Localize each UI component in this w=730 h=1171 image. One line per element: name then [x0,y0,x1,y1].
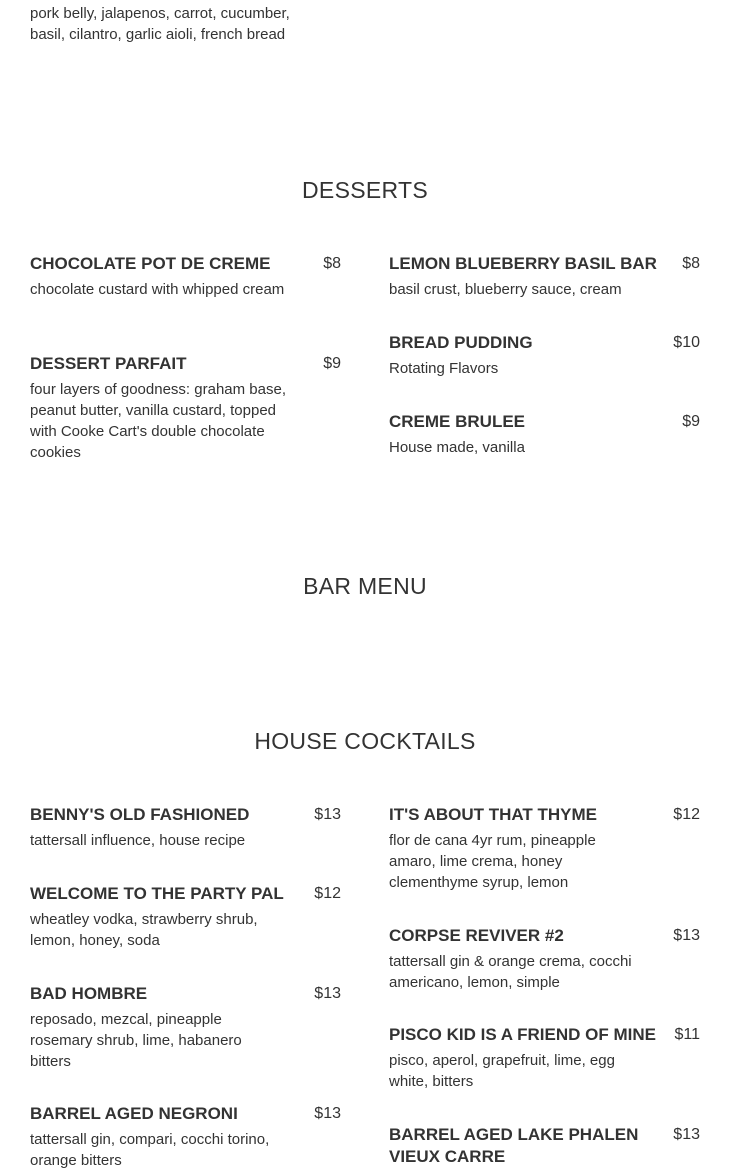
item-price: $13 [314,1105,341,1122]
menu-item [389,253,700,303]
item-price: $13 [314,806,341,823]
item-name: LEMON BLUEBERRY BASIL BAR [389,254,657,273]
item-name: CHOCOLATE POT DE CREME [30,254,271,273]
menu-item [389,332,700,382]
menu-item [389,1124,700,1166]
item-description: four layers of goodness: graham base, peanut butter, vanilla custard, topped with Cooke Cart's double chocolate cookies [30,381,286,461]
item-description: tattersall influence, house recipe [30,832,246,849]
item-price: $8 [323,255,341,272]
item-name: PISCO KID IS A FRIEND OF MINE [389,1025,656,1044]
item-price: $9 [323,355,341,372]
item-description: tattersall gin & orange crema, cocchi americano, lemon, simple [389,953,632,991]
item-name: DESSERT PARFAIT [30,354,187,373]
section-title-bar-menu: BAR MENU [303,573,427,599]
item-price: $12 [673,806,700,823]
item-price: $12 [314,885,341,902]
item-price: $13 [673,927,700,944]
menu-item [30,804,341,854]
item-name: CREME BRULEE [389,412,526,431]
item-description: basil crust, blueberry sauce, cream [389,281,622,298]
item-name: IT'S ABOUT THAT THYME [389,805,598,824]
item-name: BENNY'S OLD FASHIONED [30,805,250,824]
item-name: BARREL AGED LAKE PHALEN VIEUX CARRE [389,1125,639,1166]
menu-item [389,411,700,461]
item-price: $13 [314,985,341,1002]
item-price: $9 [682,413,700,430]
section-title-house-cocktails: HOUSE COCKTAILS [254,728,476,754]
menu-item [389,925,700,995]
menu-item [30,983,341,1073]
item-description: pisco, aperol, grapefruit, lime, egg white, bitters [389,1052,615,1090]
item-description: flor de cana 4yr rum, pineapple amaro, lime crema, honey clementhyme syrup, lemon [389,832,596,891]
menu-item [30,1103,341,1169]
item-name: BARREL AGED NEGRONI [30,1104,238,1123]
item-name: BREAD PUDDING [389,333,533,352]
item-description: pork belly, jalapenos, carrot, cucumber, basil, cilantro, garlic aioli, french bread [30,5,290,43]
item-description: tattersall gin, compari, cocchi torino, orange bitters [30,1131,270,1169]
item-description: wheatley vodka, strawberry shrub, lemon, honey, soda [30,911,258,949]
item-price: $13 [673,1126,700,1143]
menu-item [30,353,341,463]
item-name: CORPSE REVIVER #2 [389,926,564,945]
item-price: $10 [673,334,700,351]
menu-item [389,1024,700,1094]
menu-item [30,883,341,953]
item-price: $11 [674,1026,700,1043]
section-title-desserts: DESSERTS [302,177,428,203]
item-name: WELCOME TO THE PARTY PAL [30,884,284,903]
item-description: chocolate custard with whipped cream [30,281,285,298]
item-description: House made, vanilla [389,439,525,456]
item-description: reposado, mezcal, pineapple rosemary shrub, lime, habanero bitters [30,1011,242,1070]
menu-item [389,804,700,899]
item-name: BAD HOMBRE [30,984,148,1003]
item-price: $8 [682,255,700,272]
item-description: Rotating Flavors [389,360,499,377]
menu-item [30,253,341,313]
